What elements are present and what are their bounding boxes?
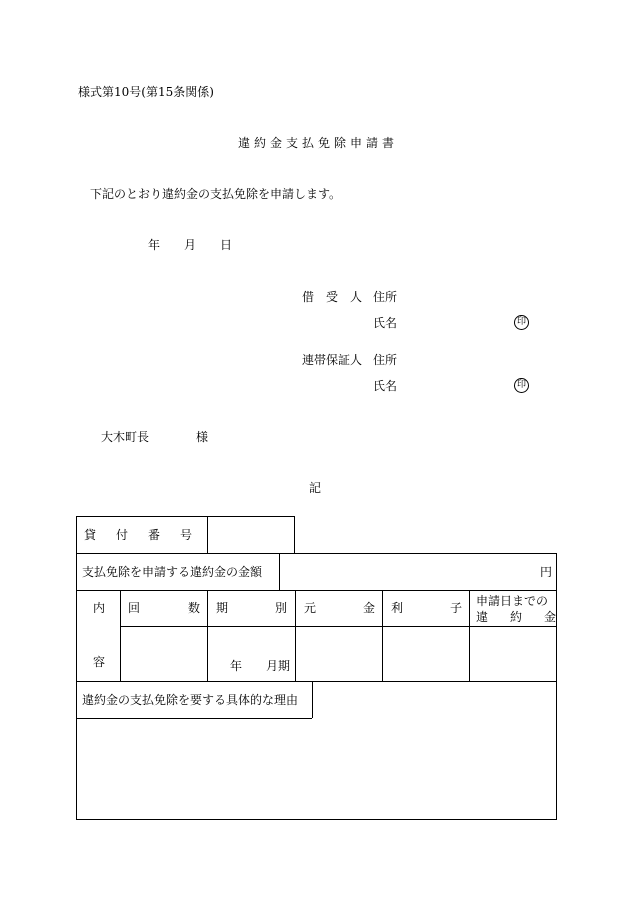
reason-label: 違約金の支払免除を要する具体的な理由 <box>82 693 299 707</box>
addressee-name: 大木町長 <box>101 430 150 444</box>
ki-label: 記 <box>309 481 322 495</box>
borrower-address-label: 住所 <box>373 290 398 304</box>
date-day-label: 日 <box>220 238 233 252</box>
form-number: 様式第10号(第15条関係) <box>78 85 214 99</box>
borrower-label: 借 受 人 <box>302 290 363 304</box>
amount-unit: 円 <box>540 565 553 579</box>
col-period-header-left: 期 <box>216 601 229 615</box>
borrower-seal-icon: 印 <box>514 315 529 330</box>
guarantor-name-label: 氏名 <box>373 379 398 393</box>
col-interest-header-left: 利 <box>391 601 404 615</box>
period-year-label: 年 <box>230 659 243 673</box>
col-period-header-right: 別 <box>275 601 288 615</box>
intro-text: 下記のとおり違約金の支払免除を申請します。 <box>90 187 342 201</box>
content-bottom-line <box>76 681 557 682</box>
guarantor-seal-icon: 印 <box>514 378 529 393</box>
borrower-name-label: 氏名 <box>373 316 398 330</box>
content-label-top: 内 <box>93 601 106 615</box>
col-principal-header-right: 金 <box>363 601 376 615</box>
col-interest-header-right: 子 <box>450 601 463 615</box>
col-count-header-right: 数 <box>188 601 201 615</box>
date-month-label: 月 <box>184 238 197 252</box>
col-penalty-header-line2: 違 約 金 <box>476 610 562 624</box>
amount-divider <box>279 553 280 590</box>
content-col-line-1 <box>120 590 121 681</box>
col-count-header-left: 回 <box>128 601 141 615</box>
reason-label-divider <box>312 681 313 718</box>
reason-input-area[interactable] <box>77 719 556 819</box>
col-principal-header-left: 元 <box>304 601 317 615</box>
loan-number-label: 貸 付 番 号 <box>84 528 197 542</box>
content-header-bottom-line <box>120 626 557 627</box>
guarantor-address-label: 住所 <box>373 353 398 367</box>
guarantor-label: 連帯保証人 <box>302 353 363 367</box>
loan-number-divider <box>207 516 208 554</box>
date-year-label: 年 <box>148 238 161 252</box>
content-col-line-4 <box>382 590 383 681</box>
addressee-honorific: 様 <box>196 430 209 444</box>
amount-label: 支払免除を申請する違約金の金額 <box>82 565 263 579</box>
col-penalty-header-line1: 申請日までの <box>476 594 549 608</box>
content-col-line-3 <box>295 590 296 681</box>
amount-bottom-line <box>76 590 557 591</box>
page-title: 違約金支払免除申請書 <box>238 136 399 150</box>
content-label-bottom: 容 <box>93 655 106 669</box>
content-col-line-5 <box>469 590 470 681</box>
content-col-line-2 <box>207 590 208 681</box>
period-month-label: 月期 <box>266 659 291 673</box>
